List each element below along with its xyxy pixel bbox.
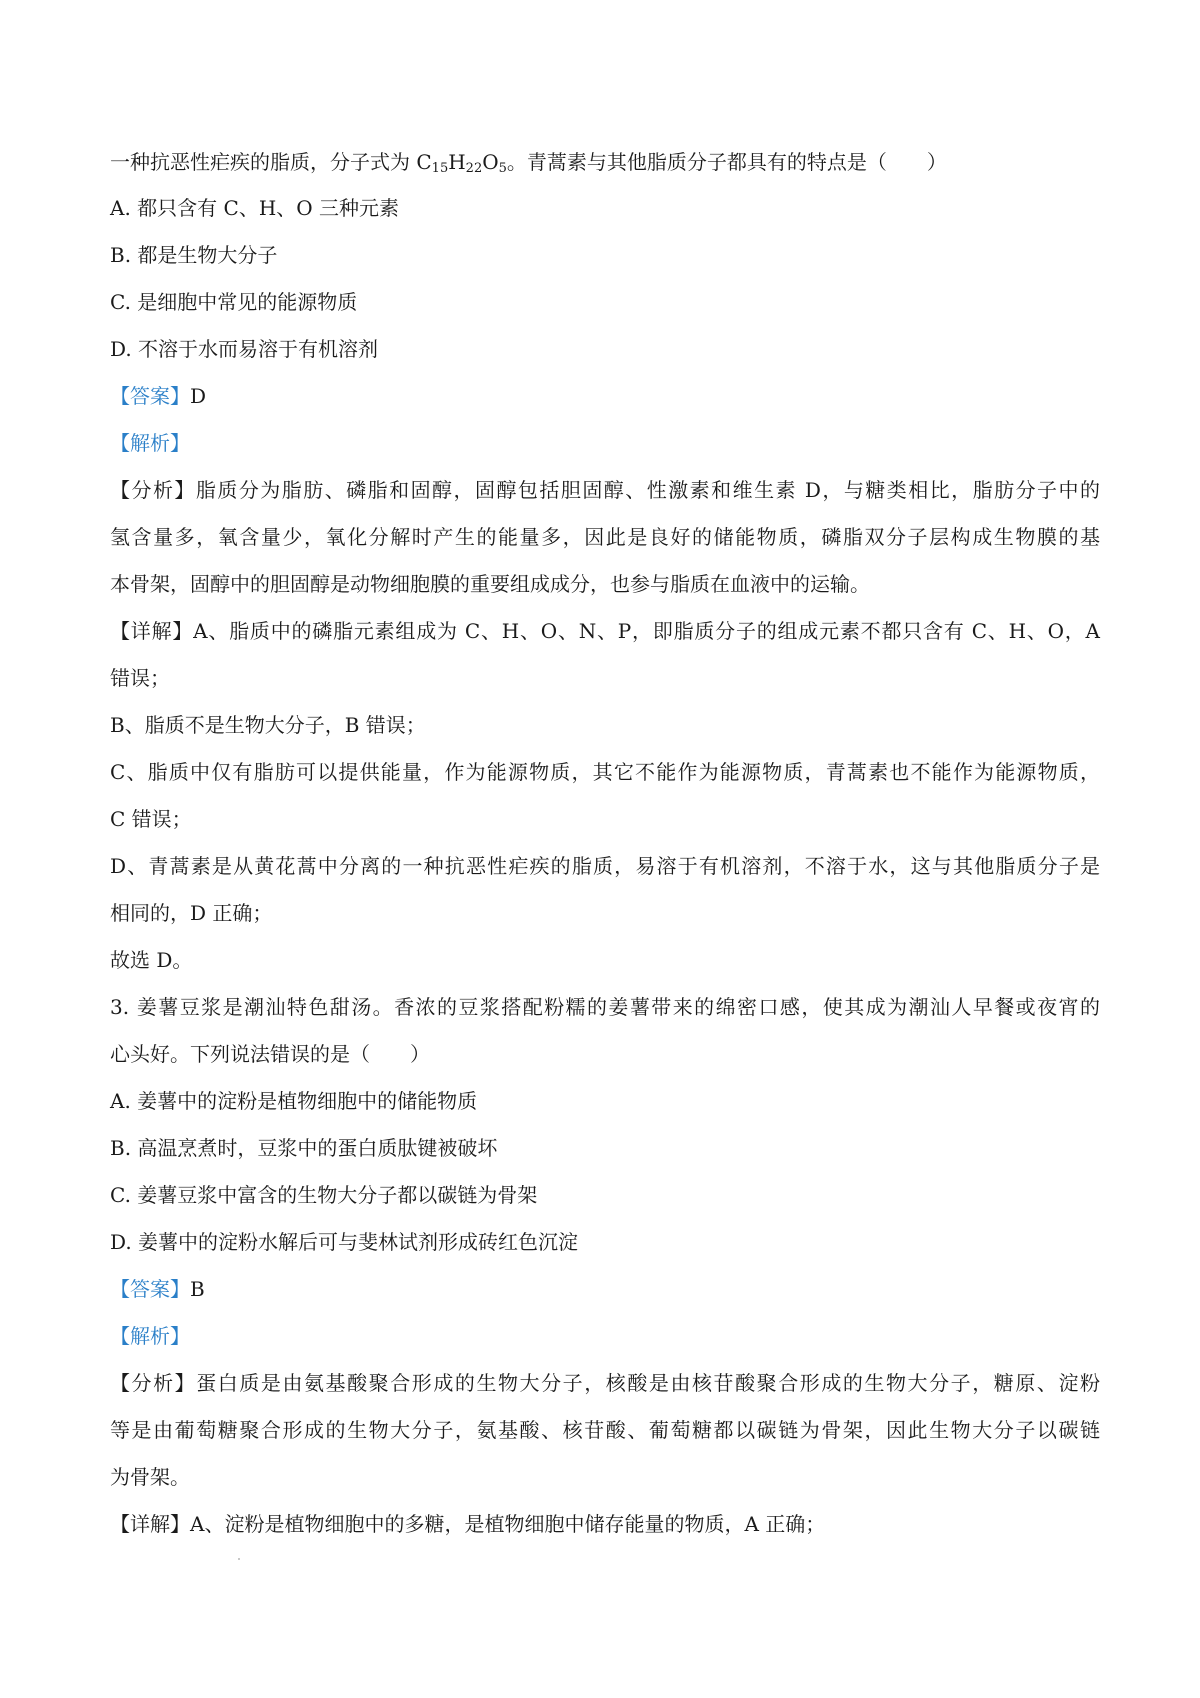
- q2-option-c: C. 是细胞中常见的能源物质: [110, 290, 358, 314]
- answer-tag: 【答案】: [110, 384, 190, 408]
- q3-answer: [110, 1279, 205, 1299]
- q3-stem-line: 3. 姜薯豆浆是潮汕特色甜汤。香浓的豆浆搭配粉糯的姜薯带来的绵密口感，使其成为潮汕人早餐或夜宵的: [110, 995, 1100, 1019]
- q3-option-b: B. 高温烹煮时，豆浆中的蛋白质肽键被破坏: [110, 1136, 498, 1160]
- formula-c-subscript: 15: [431, 161, 449, 176]
- q2-option-a: A. 都只含有 C、H、O 三种元素: [110, 196, 400, 220]
- q2-stem: [110, 150, 947, 176]
- q2-detail-line: D、青蒿素是从黄花蒿中分离的一种抗恶性疟疾的脂质，易溶于有机溶剂，不溶于水，这与其他脂质分子是: [110, 854, 1100, 878]
- q2-analysis-line: 本骨架，固醇中的胆固醇是动物细胞膜的重要组成成分，也参与脂质在血液中的运输。: [110, 572, 870, 596]
- q2-detail-line: C 错误；: [110, 807, 192, 831]
- q3-option-d: D. 姜薯中的淀粉水解后可与斐林试剂形成砖红色沉淀: [110, 1230, 579, 1254]
- q2-detail-line: 故选 D。: [110, 948, 193, 972]
- q2-detail-line: 相同的，D 正确；: [110, 901, 273, 925]
- q2-stem-part2: 。青蒿素与其他脂质分子都具有的特点是（ ）: [506, 150, 947, 174]
- q3-stem-line: 心头好。下列说法错误的是（ ）: [110, 1042, 430, 1066]
- q3-analysis-tag: 【解析】: [110, 1324, 190, 1348]
- q2-detail-line: 错误；: [110, 666, 170, 690]
- q3-option-a: A. 姜薯中的淀粉是植物细胞中的储能物质: [110, 1089, 478, 1113]
- q2-option-b: B. 都是生物大分子: [110, 243, 278, 267]
- q2-detail-line: 【详解】A、脂质中的磷脂元素组成为 C、H、O、N、P，即脂质分子的组成元素不都只含有 C、H、O，A: [110, 619, 1100, 643]
- q2-detail-line: B、脂质不是生物大分子，B 错误；: [110, 713, 426, 737]
- formula-h: H: [448, 150, 466, 174]
- q2-answer: [110, 386, 206, 406]
- q3-option-c: C. 姜薯豆浆中富含的生物大分子都以碳链为骨架: [110, 1183, 538, 1207]
- q3-analysis-line: 等是由葡萄糖聚合形成的生物大分子，氨基酸、核苷酸、葡萄糖都以碳链为骨架，因此生物大分子以碳链: [110, 1418, 1100, 1442]
- q3-analysis-line: 为骨架。: [110, 1465, 190, 1489]
- answer-value: D: [190, 384, 207, 408]
- q3-detail-line: 【详解】A、淀粉是植物细胞中的多糖，是植物细胞中储存能量的物质，A 正确；: [110, 1512, 826, 1536]
- answer-tag: 【答案】: [110, 1277, 190, 1301]
- q2-analysis-line: 【分析】脂质分为脂肪、磷脂和固醇，固醇包括胆固醇、性激素和维生素 D，与糖类相比，脂肪分子中的: [110, 478, 1100, 502]
- formula-o-subscript: 5: [498, 161, 507, 176]
- q2-analysis-line: 氢含量多，氧含量少，氧化分解时产生的能量多，因此是良好的储能物质，磷脂双分子层构成生物膜的基: [110, 525, 1100, 549]
- q3-analysis-line: 【分析】蛋白质是由氨基酸聚合形成的生物大分子，核酸是由核苷酸聚合形成的生物大分子，糖原、淀粉: [110, 1371, 1100, 1395]
- formula-h-subscript: 22: [465, 161, 483, 176]
- q2-analysis-tag: 【解析】: [110, 431, 190, 455]
- formula-o: O: [482, 150, 499, 174]
- scan-speck: [238, 1558, 240, 1560]
- q2-detail-line: C、脂质中仅有脂肪可以提供能量，作为能源物质，其它不能作为能源物质，青蒿素也不能作为能源物质，: [110, 760, 1100, 784]
- q2-option-d: D. 不溶于水而易溶于有机溶剂: [110, 337, 379, 361]
- answer-value: B: [190, 1277, 205, 1301]
- q2-stem-part1: 一种抗恶性疟疾的脂质，分子式为 C: [110, 150, 432, 174]
